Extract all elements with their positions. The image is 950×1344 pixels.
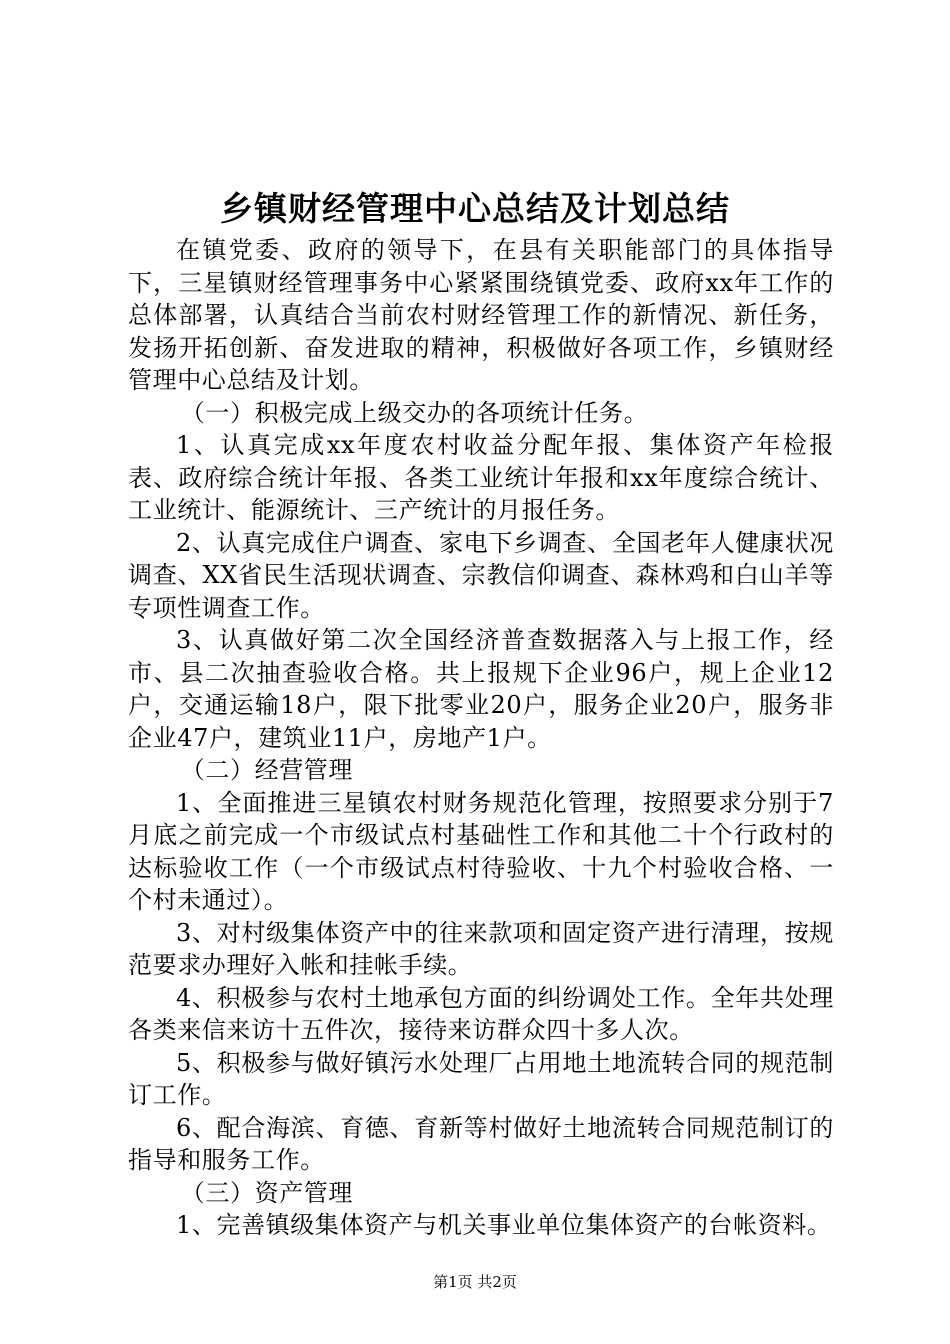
document-title: 乡镇财经管理中心总结及计划总结	[220, 189, 730, 228]
page-footer: 第1页 共2页	[433, 1273, 517, 1291]
paragraph-item: 1、全面推进三星镇农村财务规范化管理，按照要求分别于7月底之前完成一个市级试点村基础性工作和其他二十个行政村的达标验收工作（一个市级试点村待验收、十九个村验收合格、一个村未通过）。	[128, 788, 834, 914]
paragraph-item: 5、积极参与做好镇污水处理厂占用地土地流转合同的规范制订工作。	[128, 1048, 834, 1109]
section-heading-operations: （二）经营管理	[180, 756, 353, 784]
paragraph-item: 3、对村级集体资产中的往来款项和固定资产进行清理，按规范要求办理好入帐和挂帐手续。	[128, 918, 834, 979]
paragraph-item: 1、完善镇级集体资产与机关事业单位集体资产的台帐资料。	[176, 1211, 832, 1239]
paragraph-item: 4、积极参与农村土地承包方面的纠纷调处工作。全年共处理各类来信来访十五件次，接待来访群众四十多人次。	[128, 983, 834, 1044]
paragraph-item: 3、认真做好第二次全国经济普查数据落入与上报工作，经市、县二次抽查验收合格。共上报规下企业96户，规上企业12户，交通运输18户，限下批零业20户，服务企业20户，服务非企业47户，建筑业11户，房地产1户。	[128, 626, 834, 752]
document-body	[128, 234, 834, 1242]
paragraph-item: 6、配合海滨、育德、育新等村做好土地流转合同规范制订的指导和服务工作。	[128, 1113, 834, 1174]
section-heading-assets: （三）资产管理	[180, 1178, 353, 1207]
paragraph-intro: 在镇党委、政府的领导下，在县有关职能部门的具体指导下，三星镇财经管理事务中心紧紧围绕镇党委、政府xx年工作的总体部署，认真结合当前农村财经管理工作的新情况、新任务，发扬开拓创新、奋发进取的精神，积极做好各项工作，乡镇财经管理中心总结及计划。	[128, 236, 834, 394]
paragraph-item: 1、认真完成xx年度农村收益分配年报、集体资产年检报表、政府综合统计年报、各类工业统计年报和xx年度综合统计、工业统计、能源统计、三产统计的月报任务。	[128, 431, 834, 524]
section-heading-statistics: （一）积极完成上级交办的各项统计任务。	[180, 398, 649, 427]
paragraph-item: 2、认真完成住户调查、家电下乡调查、全国老年人健康状况调查、XX省民生活现状调查、宗教信仰调查、森林鸡和白山羊等专项性调查工作。	[128, 528, 834, 622]
